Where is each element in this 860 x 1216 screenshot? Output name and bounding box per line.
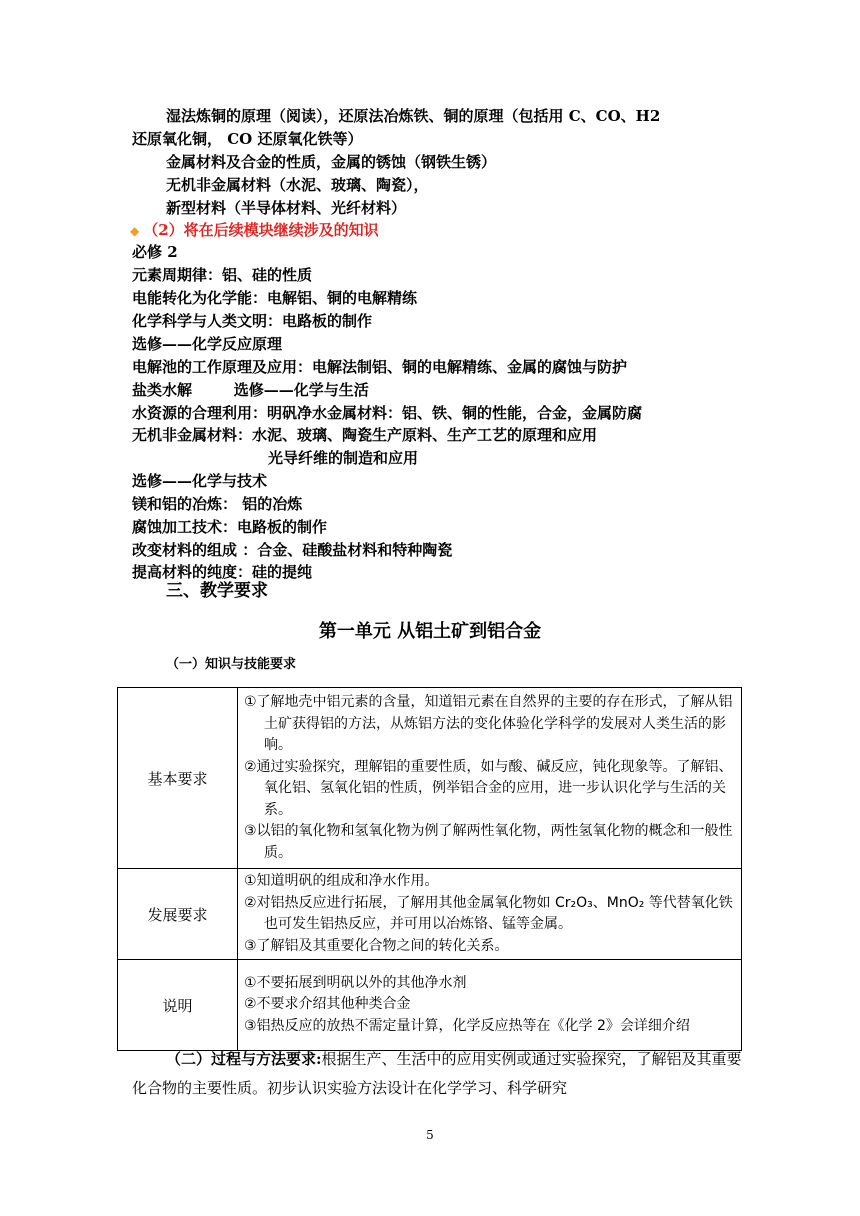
process-paragraph <box>132 1045 742 1103</box>
page-number: 5 <box>426 1128 434 1142</box>
row-content <box>238 869 742 960</box>
text-line: 必修 2 <box>132 243 178 261</box>
text-line: 选修——化学反应原理 <box>132 335 283 353</box>
table-row <box>118 960 742 1051</box>
text-line: 水资源的合理利用：明矾净水金属材料：铝、铁、铜的性能，合金，金属防腐 <box>132 404 643 422</box>
process-heading: （二）过程与方法要求: <box>166 1050 322 1068</box>
text-line: 无机非金属材料：水泥、玻璃、陶瓷生产原料、生产工艺的原理和应用 <box>132 426 598 444</box>
subheading-text: （2）将在后续模块继续涉及的知识 <box>143 221 379 239</box>
text-line: 电解池的工作原理及应用：电解法制铝、铜的电解精练、金属的腐蚀与防护 <box>132 358 628 376</box>
row-content <box>238 688 742 869</box>
list-item: ③了解铝及其重要化合物之间的转化关系。 <box>244 937 509 954</box>
process-text: 根据生产、生活中的应用实例或通过实验探究，了解铝及其重要化合物的主要性质。初步认识实验方法设计在化学学习、科学研究 <box>132 1050 742 1097</box>
requirements-table <box>117 687 742 1051</box>
list-item: ②不要求介绍其他种类合金 <box>244 996 411 1013</box>
text-line: 选修——化学与技术 <box>132 472 268 490</box>
text-line: 化学科学与人类文明：电路板的制作 <box>132 312 373 330</box>
text-line: 腐蚀加工技术：电路板的制作 <box>132 518 328 536</box>
row-label: 发展要求 <box>118 869 238 960</box>
list-item: ②通过实验探究，理解铝的重要性质，如与酸、碱反应，钝化现象等。了解铝、氧化铝、氢氧化铝的性质，例举铝合金的应用，进一步认识化学与生活的关系。 <box>244 758 733 818</box>
row-content <box>238 960 742 1051</box>
list-item: ③铝热反应的放热不需定量计算，化学反应热等在《化学 2》会详细介绍 <box>244 1017 690 1034</box>
text-line: 光导纤维的制造和应用 <box>268 449 419 467</box>
text-line: 盐类水解 选修——化学与生活 <box>132 381 369 399</box>
text-line: 金属材料及合金的性质，金属的锈蚀（钢铁生锈） <box>166 153 497 171</box>
text-line: 湿法炼铜的原理（阅读），还原法冶炼铁、铜的原理（包括用 C、CO、H2 <box>166 107 661 125</box>
text-line: 新型材料（半导体材料、光纤材料） <box>166 199 407 217</box>
row-label: 基本要求 <box>118 688 238 869</box>
list-item: ③以铝的氧化物和氢氧化物为例了解两性氧化物，两性氢氧化物的概念和一般性质。 <box>244 823 733 861</box>
text-line: 提高材料的纯度：硅的提纯 <box>132 563 313 581</box>
table-row <box>118 688 742 869</box>
subheading <box>130 219 379 242</box>
text-line: 元素周期律：铝、硅的性质 <box>132 266 313 284</box>
diamond-bullet-icon: ◆ <box>130 224 140 238</box>
row-label: 说明 <box>118 960 238 1051</box>
unit-title: 第一单元 从铝土矿到铝合金 <box>318 621 542 642</box>
text-line: 电能转化为化学能：电解铝、铜的电解精练 <box>132 289 418 307</box>
list-item: ①知道明矾的组成和净水作用。 <box>244 873 439 889</box>
text-line: 镁和铝的冶炼： 铝的冶炼 <box>132 495 303 513</box>
list-item: ①不要拓展到明矾以外的其他净水剂 <box>244 974 467 991</box>
section-title: 三、教学要求 <box>166 581 268 601</box>
subsection-title: （一）知识与技能要求 <box>166 657 297 672</box>
text-line: 无机非金属材料（水泥、玻璃、陶瓷）， <box>166 176 429 194</box>
list-item: ①了解地壳中铝元素的含量，知道铝元素在自然界的主要的存在形式，了解从铝土矿获得铝的方法，从炼铝方法的变化体验化学科学的发展对人类生活的影响。 <box>244 694 733 753</box>
table-row <box>118 869 742 960</box>
text-line: 还原氧化铜， CO 还原氧化铁等） <box>132 130 363 148</box>
list-item: ②对铝热反应进行拓展，了解用其他金属氧化物如 Cr₂O₃、MnO₂ 等代替氧化铁也可发生铝热反应，并可用以冶炼铬、锰等金属。 <box>244 894 733 932</box>
text-line: 改变材料的组成 ：合金、硅酸盐材料和特种陶瓷 <box>132 541 453 559</box>
